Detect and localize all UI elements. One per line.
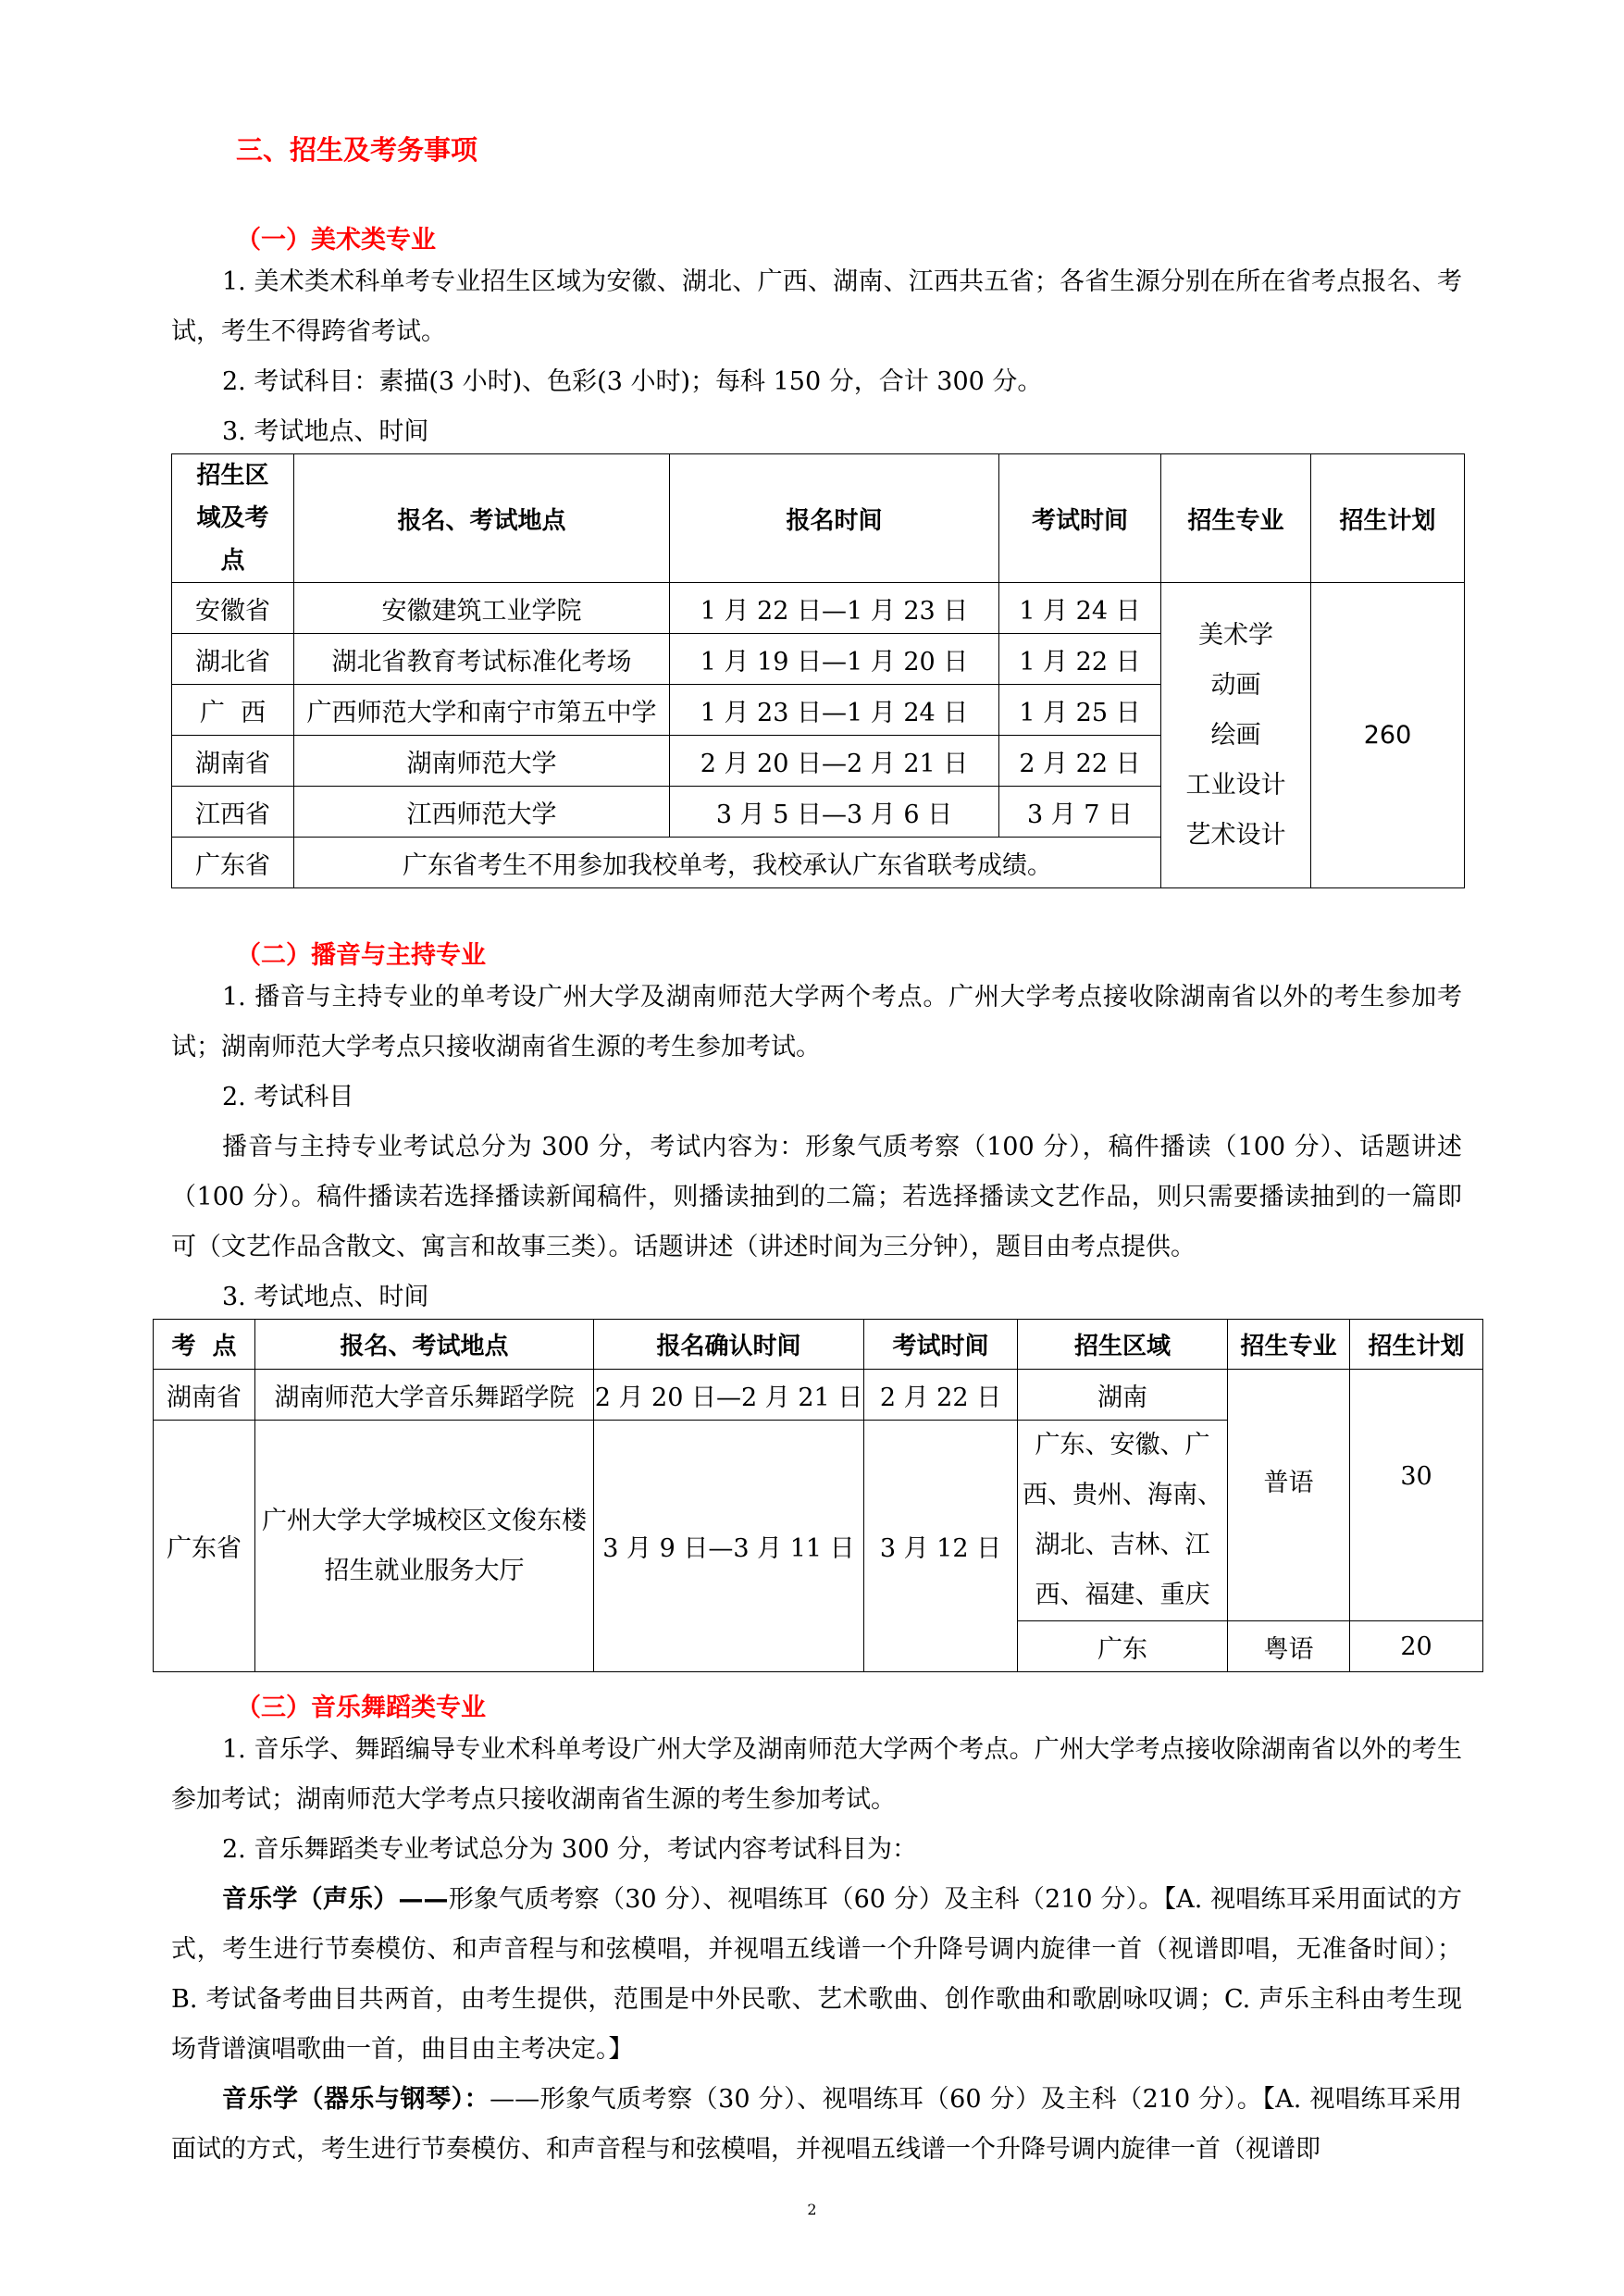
major-item: 绘画	[1210, 720, 1261, 750]
vocal-text: 形象气质考察（30 分）、视唱练耳（60 分）及主科（210 分）。【A. 视唱练耳采用面试的方式，考生进行节奏模仿、和声音程与和弦模唱，并视唱五线谱一个升降号调内旋律一首（视谱即唱，无准备时间）； B. 考试备考曲目共两首，由考生提供，范围是中外民歌、艺术歌曲、创作歌曲和歌剧咏叹调；C. 声乐主科由考生现场背谱演唱歌曲一首，曲目由主考决定。】	[171, 1885, 1462, 2064]
place-cell: 江西师范大学	[294, 787, 670, 838]
music-instrument-paragraph	[171, 2075, 1462, 2175]
region-cell: 广东	[1018, 1621, 1228, 1672]
exam-time-cell: 2 月 22 日	[999, 736, 1161, 787]
reg-time-cell: 2 月 20 日—2 月 21 日	[670, 736, 999, 787]
broadcast-heading: （二）播音与主持专业	[236, 941, 486, 970]
place-cell: 安徽建筑工业学院	[294, 583, 670, 634]
music-heading: （三）音乐舞蹈类专业	[236, 1694, 486, 1722]
header-major: 招生专业	[1161, 454, 1311, 583]
region-cell: 广东、安徽、广西、贵州、海南、湖北、吉林、江西、福建、重庆	[1018, 1421, 1228, 1621]
art-paragraph-3: 3. 考试地点、时间	[222, 417, 429, 446]
guangdong-note-cell: 广东省考生不用参加我校单考，我校承认广东省联考成绩。	[294, 838, 1161, 888]
header-place: 报名、考试地点	[294, 454, 670, 583]
place-cell: 广西师范大学和南宁市第五中学	[294, 685, 670, 736]
reg-time-cell: 1 月 23 日—1 月 24 日	[670, 685, 999, 736]
region-cell: 湖南省	[172, 736, 294, 787]
broadcast-paragraph-3: 播音与主持专业考试总分为 300 分，考试内容为：形象气质考察（100 分），稿件播读（100 分）、话题讲述（100 分）。稿件播读若选择播读新闻稿件，则播读抽到的二篇；若选择播读文艺作品，则只需要播读抽到的一篇即可（文艺作品含散文、寓言和故事三类）。话题讲述（讲述时间为三分钟），题目由考点提供。	[171, 1133, 1462, 1261]
region-cell: 广 西	[172, 685, 294, 736]
header-exam-time: 考试时间	[864, 1320, 1018, 1370]
place-cell: 湖南师范大学音乐舞蹈学院	[255, 1370, 594, 1421]
major-item: 美术学	[1198, 620, 1273, 650]
majors-cell	[1161, 583, 1311, 888]
vocal-label: 音乐学（声乐）——	[222, 1885, 449, 1914]
exam-time-cell: 3 月 12 日	[864, 1421, 1018, 1672]
header-major: 招生专业	[1228, 1320, 1350, 1370]
exam-time-cell: 1 月 24 日	[999, 583, 1161, 634]
header-reg-confirm-time: 报名确认时间	[594, 1320, 864, 1370]
broadcast-paragraph-1: 1. 播音与主持专业的单考设广州大学及湖南师范大学两个考点。广州大学考点接收除湖南省以外的考生参加考试；湖南师范大学考点只接收湖南省生源的考生参加考试。	[171, 983, 1462, 1061]
music-vocal-paragraph	[171, 1875, 1462, 2075]
section-title: 三、招生及考务事项	[236, 134, 478, 166]
header-plan: 招生计划	[1350, 1320, 1483, 1370]
region-cell: 广东省	[172, 838, 294, 888]
instrument-label: 音乐学（器乐与钢琴）：	[222, 2085, 490, 2114]
reg-time-cell: 1 月 22 日—1 月 23 日	[670, 583, 999, 634]
exam-time-cell: 1 月 22 日	[999, 634, 1161, 685]
broadcast-paragraph-4: 3. 考试地点、时间	[222, 1283, 429, 1311]
table-row	[154, 1370, 1483, 1421]
header-exam-time: 考试时间	[999, 454, 1161, 583]
region-cell: 湖北省	[172, 634, 294, 685]
broadcast-paragraph-2: 2. 考试科目	[222, 1083, 354, 1111]
art-paragraph-1: 1. 美术类术科单考专业招生区域为安徽、湖北、广西、湖南、江西共五省；各省生源分别在所在省考点报名、考试，考生不得跨省考试。	[171, 267, 1462, 346]
music-paragraph-2: 2. 音乐舞蹈类专业考试总分为 300 分，考试内容考试科目为：	[222, 1835, 918, 1864]
major-item: 艺术设计	[1185, 820, 1286, 850]
region-cell: 江西省	[172, 787, 294, 838]
site-cell: 广东省	[154, 1421, 255, 1672]
major-item: 动画	[1210, 670, 1261, 700]
major-item: 工业设计	[1185, 770, 1286, 800]
place-cell: 湖北省教育考试标准化考场	[294, 634, 670, 685]
art-heading: （一）美术类专业	[236, 226, 436, 254]
exam-time-cell: 3 月 7 日	[999, 787, 1161, 838]
place-cell: 广州大学大学城校区文俊东楼招生就业服务大厅	[255, 1421, 594, 1672]
music-paragraph-1: 1. 音乐学、舞蹈编导专业术科单考设广州大学及湖南师范大学两个考点。广州大学考点接收除湖南省以外的考生参加考试；湖南师范大学考点只接收湖南省生源的考生参加考试。	[171, 1735, 1462, 1814]
reg-time-cell: 3 月 9 日—3 月 11 日	[594, 1421, 864, 1672]
site-cell: 湖南省	[154, 1370, 255, 1421]
header-region: 招生区域	[1018, 1320, 1228, 1370]
major-cell: 粤语	[1228, 1621, 1350, 1672]
reg-time-cell: 2 月 20 日—2 月 21 日	[594, 1370, 864, 1421]
header-place: 报名、考试地点	[255, 1320, 594, 1370]
place-cell: 湖南师范大学	[294, 736, 670, 787]
header-site: 考 点	[154, 1320, 255, 1370]
broadcast-exam-table	[153, 1319, 1483, 1672]
instrument-text: ——形象气质考察（30 分）、视唱练耳（60 分）及主科（210 分）。【A. 视唱练耳采用面试的方式，考生进行节奏模仿、和声音程与和弦模唱，并视唱五线谱一个升降号调内旋律一首（视谱即	[171, 2085, 1462, 2164]
region-cell: 安徽省	[172, 583, 294, 634]
table-row	[172, 583, 1465, 634]
header-region: 招生区域及考点	[172, 454, 294, 583]
page-number: 2	[807, 2201, 817, 2218]
plan-cell: 20	[1350, 1621, 1483, 1672]
region-cell: 湖南	[1018, 1370, 1228, 1421]
plan-cell: 30	[1350, 1370, 1483, 1621]
plan-cell: 260	[1311, 583, 1465, 888]
reg-time-cell: 1 月 19 日—1 月 20 日	[670, 634, 999, 685]
major-cell: 普语	[1228, 1370, 1350, 1621]
art-paragraph-2: 2. 考试科目：素描(3 小时)、色彩(3 小时)；每科 150 分，合计 300 分。	[222, 367, 1043, 396]
reg-time-cell: 3 月 5 日—3 月 6 日	[670, 787, 999, 838]
header-plan: 招生计划	[1311, 454, 1465, 583]
art-exam-table	[171, 453, 1465, 888]
header-reg-time: 报名时间	[670, 454, 999, 583]
exam-time-cell: 2 月 22 日	[864, 1370, 1018, 1421]
exam-time-cell: 1 月 25 日	[999, 685, 1161, 736]
